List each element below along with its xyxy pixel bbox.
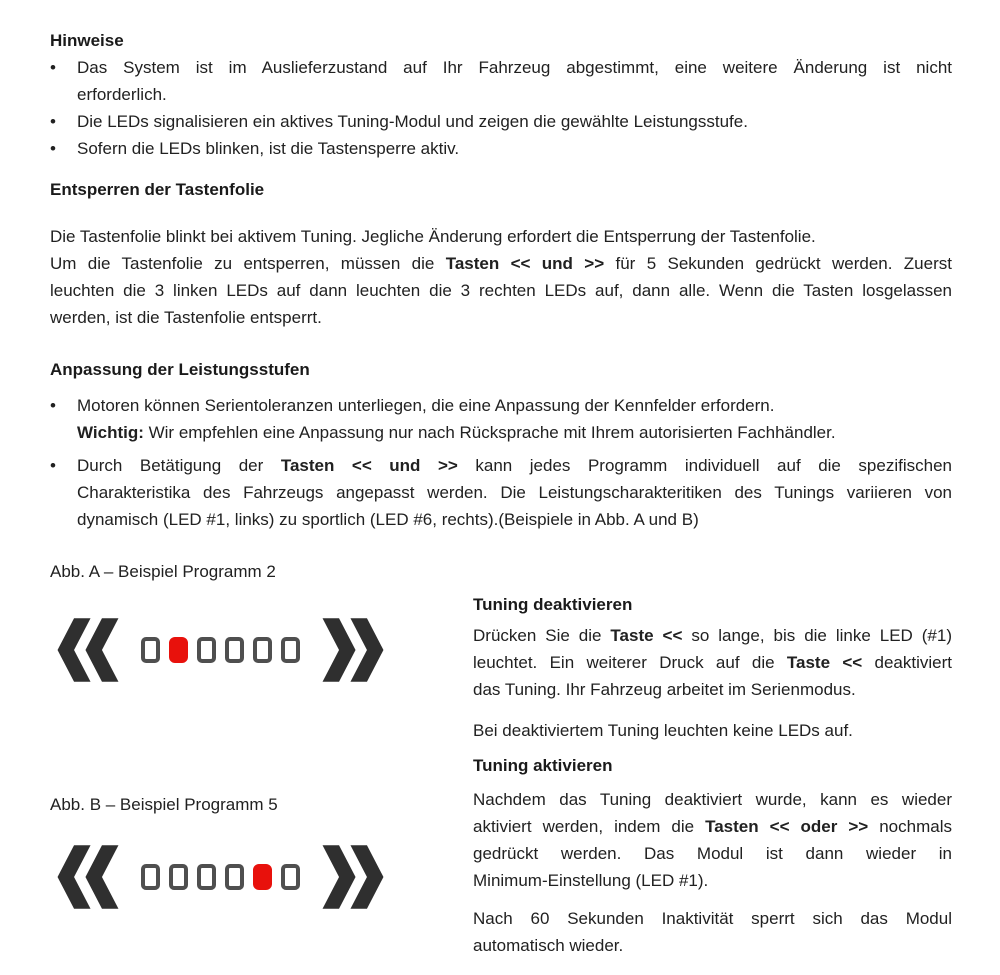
text-line: Sofern die LEDs blinken, ist die Tastensperre aktiv.	[77, 139, 460, 158]
double-chevron-left-icon	[55, 614, 121, 686]
text-line: werden, ist die Tastenfolie entsperrt.	[50, 308, 322, 327]
led-row	[141, 637, 300, 663]
text-line: Wichtig: Wir empfehlen eine Anpassung nur nach Rücksprache mit Ihrem autorisierten Fachhändler.	[77, 423, 836, 442]
led-5	[253, 637, 272, 663]
text-line: Die Tastenfolie blinkt bei aktivem Tuning. Jegliche Änderung erfordert die Entsperrung der Tastenfolie.	[50, 227, 816, 246]
led-4	[225, 864, 244, 890]
bullet-marker	[50, 54, 77, 81]
bullet-text	[77, 108, 952, 135]
led-4	[225, 637, 244, 663]
led-2-active	[169, 637, 188, 663]
section-hinweise	[50, 27, 952, 162]
text-line: Die LEDs signalisieren ein aktives Tuning-Modul und zeigen die gewählte Leistungsstufe.	[77, 112, 748, 131]
led-3	[197, 637, 216, 663]
led-display-figure-b	[55, 841, 386, 913]
paragraph-entsperren	[50, 223, 952, 331]
section-title-anpassung: Anpassung der Leistungsstufen	[50, 360, 310, 379]
text-line: aktiviert werden, indem die Tasten << oder >> nochmals	[473, 817, 952, 836]
text-line: leuchten die 3 linken LEDs auf dann leuchten die 3 rechten LEDs auf, dann alle. Wenn die Tasten losgelassen	[50, 281, 952, 300]
bullet-item	[50, 54, 952, 108]
paragraph-deaktivieren-2	[473, 717, 952, 744]
text-line: Nachdem das Tuning deaktiviert wurde, kann es wieder	[473, 790, 952, 809]
text-line: Drücken Sie die Taste << so lange, bis die linke LED (#1)	[473, 626, 952, 645]
bullet-text	[77, 452, 952, 533]
bullet-marker	[50, 135, 77, 162]
text-line: Bei deaktiviertem Tuning leuchten keine LEDs auf.	[473, 721, 853, 740]
section-title-entsperren: Entsperren der Tastenfolie	[50, 180, 265, 199]
led-display-figure-a	[55, 614, 386, 686]
paragraph-aktivieren-1	[473, 786, 952, 894]
bullet-marker	[50, 452, 77, 479]
right-column	[473, 591, 952, 959]
text-line: Nach 60 Sekunden Inaktivität sperrt sich das Modul	[473, 909, 952, 928]
bullet-item	[50, 452, 952, 533]
text-line: automatisch wieder.	[473, 936, 624, 955]
led-3	[197, 864, 216, 890]
double-chevron-right-icon	[320, 614, 386, 686]
section-title-tuning-deaktivieren: Tuning deaktivieren	[473, 595, 633, 614]
bullet-text	[77, 135, 952, 162]
bullet-item	[50, 135, 952, 162]
text-line: Minimum-Einstellung (LED #1).	[473, 871, 709, 890]
led-1	[141, 637, 160, 663]
section-title-hinweise: Hinweise	[50, 31, 124, 50]
text-line: Um die Tastenfolie zu entsperren, müssen die Tasten << und >> für 5 Sekunden gedrückt werden. Zuerst	[50, 254, 952, 273]
bullet-item	[50, 392, 952, 446]
text-line: erforderlich.	[77, 85, 167, 104]
text-line: Durch Betätigung der Tasten << und >> kann jedes Programm individuell auf die spezifischen	[77, 456, 952, 475]
figure-b-label: Abb. B – Beispiel Programm 5	[50, 795, 278, 814]
text-line: leuchtet. Ein weiterer Druck auf die Taste << deaktiviert	[473, 653, 952, 672]
text-line: Motoren können Serientoleranzen unterliegen, die eine Anpassung der Kennfelder erfordern.	[77, 396, 775, 415]
led-5-active	[253, 864, 272, 890]
paragraph-aktivieren-2	[473, 905, 952, 959]
led-1	[141, 864, 160, 890]
led-6	[281, 637, 300, 663]
led-row	[141, 864, 300, 890]
text-line: dynamisch (LED #1, links) zu sportlich (LED #6, rechts).(Beispiele in Abb. A und B)	[77, 510, 699, 529]
paragraph-deaktivieren-1	[473, 622, 952, 703]
double-chevron-left-icon	[55, 841, 121, 913]
led-6	[281, 864, 300, 890]
bullet-marker	[50, 392, 77, 419]
led-2	[169, 864, 188, 890]
bullet-text	[77, 392, 952, 446]
text-line: Das System ist im Auslieferzustand auf Ihr Fahrzeug abgestimmt, eine weitere Änderung ist nicht	[77, 58, 952, 77]
figure-a-label: Abb. A – Beispiel Programm 2	[50, 562, 276, 581]
text-line: Charakteristika des Fahrzeugs angepasst werden. Die Leistungscharakteritiken des Tunings variieren von	[77, 483, 952, 502]
section-title-tuning-aktivieren: Tuning aktivieren	[473, 756, 613, 775]
bullet-item	[50, 108, 952, 135]
bullet-text	[77, 54, 952, 108]
double-chevron-right-icon	[320, 841, 386, 913]
text-line: das Tuning. Ihr Fahrzeug arbeitet im Serienmodus.	[473, 680, 856, 699]
text-line: gedrückt werden. Das Modul ist dann wieder in	[473, 844, 952, 863]
bullet-marker	[50, 108, 77, 135]
